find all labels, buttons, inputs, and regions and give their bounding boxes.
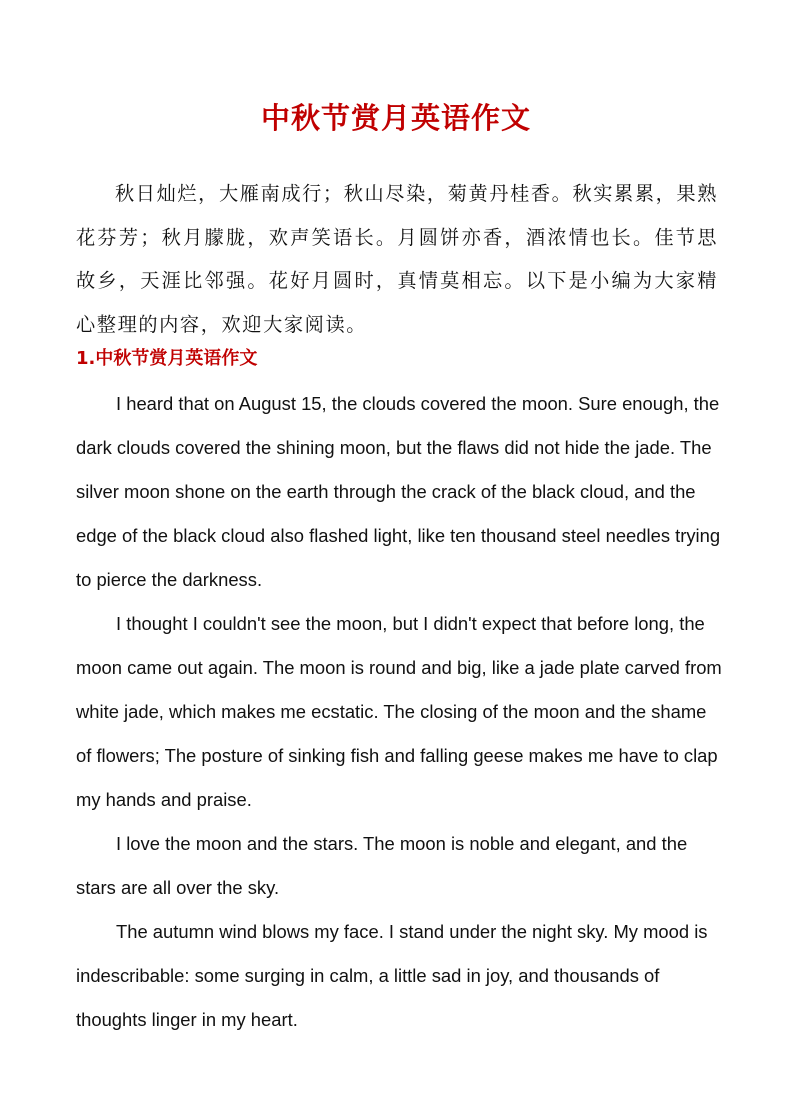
essay-paragraph-3: I love the moon and the stars. The moon is noble and elegant, and the stars are all over the sky. — [76, 833, 688, 898]
document-title: 中秋节赏月英语作文 — [260, 101, 531, 135]
intro-paragraph: 秋日灿烂，大雁南成行；秋山尽染，菊黄丹桂香。秋实累累，果熟花芬芳；秋月朦胧，欢声笑语长。月圆饼亦香，酒浓情也长。佳节思故乡，天涯比邻强。花好月圆时，真情莫相忘。以下是小编为大家精心整理的内容，欢迎大家阅读。 — [76, 182, 718, 336]
essay-body — [76, 382, 722, 1042]
essay-paragraph-2: I thought I couldn't see the moon, but I didn't expect that before long, the moon came out again. The moon is round and big, like a jade plate carved from white jade, which makes me ecstatic. The closing of the moon and the shame of flowers; The posture of sinking fish and falling geese makes me have to clap my hands and praise. — [76, 613, 722, 810]
section-heading: 1.中秋节赏月英语作文 — [76, 348, 258, 369]
essay-paragraph-1: I heard that on August 15, the clouds covered the moon. Sure enough, the dark clouds covered the shining moon, but the flaws did not hide the jade. The silver moon shone on the earth through the crack of the black cloud, and the edge of the black cloud also flashed light, like ten thousand steel needles trying to pierce the darkness. — [76, 393, 721, 590]
essay-paragraph-4: The autumn wind blows my face. I stand under the night sky. My mood is indescribable: some surging in calm, a little sad in joy, and thousands of thoughts linger in my heart. — [76, 921, 708, 1030]
